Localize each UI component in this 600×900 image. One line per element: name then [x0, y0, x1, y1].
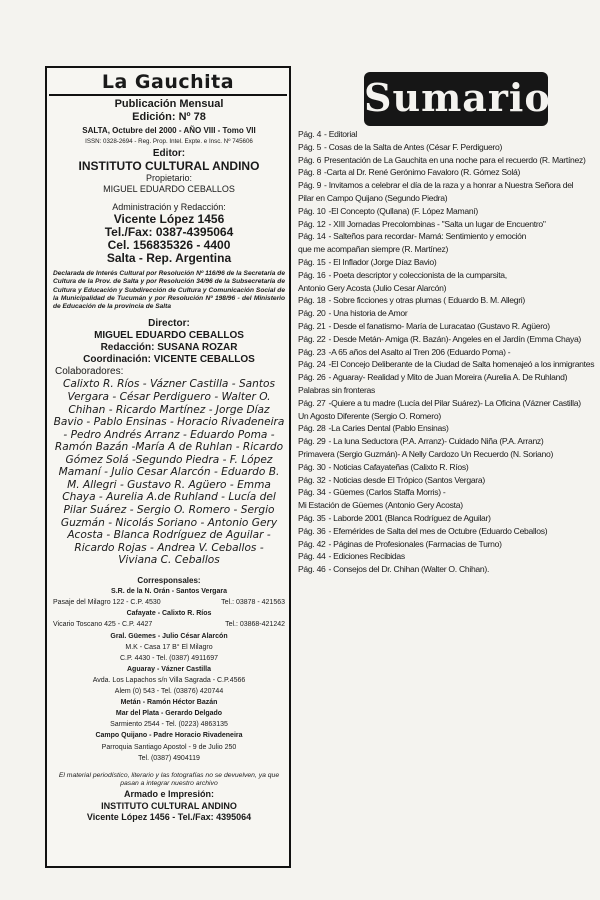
- toc-entry-text: - Páginas de Profesionales (Farmacias de Turno): [328, 538, 502, 549]
- admin-city: Salta - Rep. Argentina: [106, 251, 232, 265]
- correspondent-phone: Tel.: 03878 - 421563: [221, 599, 285, 607]
- director-label: Director:: [148, 318, 190, 330]
- correspondent-line: Cafayate - Calixto R. Ríos: [126, 610, 212, 618]
- toc-entry: [298, 486, 594, 499]
- toc-entry-text: que me acompañan siempre (R. Martínez): [298, 244, 449, 255]
- masthead-content: [53, 98, 285, 824]
- toc-entry: [298, 243, 594, 256]
- toc-entry: [298, 320, 594, 333]
- toc-entry: [298, 525, 594, 538]
- toc-page-number: Pág. 10: [298, 205, 326, 216]
- toc-page-number: Pág. 29: [298, 436, 326, 447]
- correspondents-list: [53, 586, 285, 764]
- toc-entry: [298, 333, 594, 346]
- collaborators-line: Chihan - Ricardo Martínez - Jorge Díaz: [68, 403, 270, 416]
- toc-page-number: Pág. 23: [298, 346, 326, 357]
- correspondent-address: Pasaje del Milagro 122 - C.P. 4530: [53, 599, 161, 607]
- correspondent-line: Aguaray - Vázner Castilla: [126, 665, 212, 673]
- toc-page-number: Pág. 20: [298, 308, 326, 319]
- editor-name: INSTITUTO CULTURAL ANDINO: [78, 158, 260, 173]
- editor-label: Editor:: [152, 147, 186, 159]
- toc-entry: [298, 461, 594, 474]
- collaborators-line: Vergara - César Perdiguero - Walter O.: [67, 391, 271, 404]
- toc-entry-text: Primavera (Sergio Guzmán)- A Nelly Cardozo Un Recuerdo (N. Soriano): [298, 448, 554, 459]
- toc-entry: [298, 154, 594, 167]
- toc-entry-text: -La Caries Dental (Pablo Ensinas): [328, 423, 449, 434]
- redaccion-line: Redacción: SUSANA ROZAR: [100, 342, 238, 354]
- collaborators-list: [53, 378, 285, 566]
- toc-entry-text: - Aguaray- Realidad y Mito de Juan Moreira (Aurelia A. De Ruhland): [328, 372, 568, 383]
- toc-entry: [298, 371, 594, 384]
- toc-entry-text: - Invitamos a celebrar el día de la raza y a honrar a Nuestra Señora del: [324, 180, 574, 191]
- toc-entry-text: - Una historia de Amor: [328, 308, 408, 319]
- toc-entry: [298, 256, 594, 269]
- correspondent-address-row: [53, 619, 285, 630]
- correspondent-line: S.R. de la N. Orán - Santos Vergara: [111, 588, 227, 596]
- toc-entry-text: Palabras sin fronteras: [298, 384, 375, 395]
- legal-declaration: Declarada de Interés Cultural por Resolución Nº 116/96 de la Secretaría de Cultura de la Prov. de Salta y por Resolución 34/96 de la Subsecretaría de Cultura y Educación y Subdirección de Cultura y Comunicación Social de la Municipalidad de Tucumán y por Resolución Nº 198/96 - del Ministerio de Educación de la provincia de Salta: [53, 270, 285, 311]
- toc-entry-text: -Carta al Dr. René Gerónimo Favaloro (R. Gómez Solá): [324, 167, 521, 178]
- correspondent-line: Campo Quijano - Padre Horacio Rivadeneira: [95, 732, 243, 740]
- toc-entry: [298, 384, 594, 397]
- toc-entry: [298, 269, 594, 282]
- disclaimer: El material periodístico, literario y las fotografías no se devuelven, ya que pasan a integrar nuestro archivo: [58, 771, 280, 787]
- toc-page-number: Pág. 24: [298, 359, 326, 370]
- toc-entry-text: Antonio Gery Acosta (Julio Cesar Alarcón): [298, 282, 447, 293]
- collaborators-line: - Pedro Andrés Arranz - Eduardo Poma -: [63, 428, 275, 441]
- owner-name: MIGUEL EDUARDO CEBALLOS: [103, 184, 235, 194]
- toc-page-number: Pág. 12: [298, 218, 326, 229]
- collaborators-line: Ramón Bazán -María A de Ruhlan - Ricardo: [54, 441, 284, 454]
- collaborators-line: Gómez Solá -Segundo Piedra - F. López: [65, 453, 273, 466]
- toc-entry-text: - Güemes (Carlos Staffa Morris) -: [328, 487, 446, 498]
- toc-entry: [298, 205, 594, 218]
- collaborators-line: Calixto R. Ríos - Vázner Castilla - Santos: [62, 378, 276, 391]
- correspondent-line: C.P. 4430 - Tel. (0387) 4911697: [119, 654, 219, 662]
- collaborators-line: Pilar Suárez - Sergio O. Romero - Sergio: [63, 503, 275, 516]
- correspondent-line: Tel. (0387) 4904119: [138, 754, 200, 762]
- toc-page-number: Pág. 22: [298, 333, 326, 344]
- collaborators-line: Mamaní - Julio Cesar Alarcón - Eduardo B.: [58, 466, 280, 479]
- toc-entry-text: - Salteños para recordar- Mamá: Sentimiento y emoción: [328, 231, 527, 242]
- masthead-box: [45, 66, 291, 868]
- toc-entry: [298, 435, 594, 448]
- toc-entry: [298, 294, 594, 307]
- toc-entry-text: -El Concepto (Qullana) (F. López Mamaní): [328, 205, 478, 216]
- toc-entry: [298, 563, 594, 576]
- admin-label: Administración y Redacción:: [112, 201, 226, 212]
- correspondent-address-row: [53, 597, 285, 608]
- toc-entry-text: Presentación de La Gauchita en una noche para el recuerdo (R. Martínez): [324, 154, 586, 165]
- admin-cel: Cel. 156835326 - 4400: [107, 238, 231, 252]
- toc-entry: [298, 128, 594, 141]
- toc-entry: [298, 499, 594, 512]
- toc-entry: [298, 141, 594, 154]
- toc-entry: [298, 218, 594, 231]
- toc-entry-text: - XIII Jornadas Precolombinas - "Salta un lugar de Encuentro": [328, 218, 546, 229]
- collaborators-line: Acosta - Blanca Rodríguez de Aguilar -: [67, 529, 271, 542]
- collaborators-line: M. Allegri - Gustavo R. Agüero - Emma: [67, 478, 271, 491]
- toc-page-number: Pág. 26: [298, 372, 326, 383]
- toc-page-number: Pág. 44: [298, 551, 326, 562]
- toc-entry: [298, 358, 594, 371]
- print-name: INSTITUTO CULTURAL ANDINO: [101, 800, 237, 811]
- correspondent-line: Metán - Ramón Héctor Bazán: [120, 699, 218, 707]
- toc-entry-text: - Laborde 2001 (Blanca Rodríguez de Aguilar): [328, 512, 491, 523]
- issn-line: ISSN: 0328-2694 - Reg. Prop. Intel. Expte. e Insc. Nº 745606: [85, 137, 253, 145]
- toc-page-number: Pág. 32: [298, 474, 326, 485]
- toc-entry: [298, 512, 594, 525]
- correspondent-line: M.K - Casa 17 B° El Milagro: [125, 643, 213, 651]
- toc-entry-text: Mi Estación de Güemes (Antonio Gery Acosta): [298, 500, 463, 511]
- toc-page-number: Pág. 21: [298, 320, 326, 331]
- toc-entry-text: - Sobre ficciones y otras plumas ( Eduardo B. M. Allegri): [328, 295, 525, 306]
- toc-page-number: Pág. 4: [298, 129, 322, 139]
- toc-entry-text: - Poeta descriptor y coleccionista de la cumparsita,: [328, 269, 507, 280]
- toc-entry-text: - Desde Metán- Amiga (R. Bazán)- Angeles en el Jardín (Emma Chaya): [328, 333, 581, 344]
- correspondent-line: Gral. Güemes - Julio César Alarcón: [110, 632, 228, 640]
- correspondent-address: Vicario Toscano 425 - C.P. 4427: [53, 621, 153, 629]
- owner-label: Propietario:: [145, 172, 193, 183]
- toc-entry: [298, 282, 594, 295]
- toc-entry: [298, 474, 594, 487]
- toc-entry: [298, 179, 594, 192]
- toc-entry-text: Pilar en Campo Quijano (Segundo Piedra): [298, 192, 448, 203]
- collaborators-line: Ricardo Rojas - Andrea V. Ceballos -: [74, 541, 264, 554]
- correspondent-line: Sarmiento 2544 - Tel. (0223) 4863135: [110, 721, 228, 729]
- toc-page-number: Pág. 16: [298, 269, 326, 280]
- toc-entry: [298, 410, 594, 423]
- toc-entry-text: - Noticias desde El Trópico (Santos Vergara): [328, 474, 485, 485]
- toc-page-number: Pág. 46: [298, 564, 326, 575]
- toc-page-number: Pág. 6: [298, 154, 322, 165]
- date-line: SALTA, Octubre del 2000 - AÑO VIII - Tomo VII: [82, 126, 256, 135]
- toc-entry-text: Un Agosto Diferente (Sergio O. Romero): [298, 410, 441, 421]
- director-name: MIGUEL EDUARDO CEBALLOS: [94, 330, 244, 342]
- print-label: Armado e Impresión:: [123, 789, 215, 800]
- coordinacion-line: Coordinación: VICENTE CEBALLOS: [83, 354, 255, 366]
- toc-entry: [298, 192, 594, 205]
- toc-page-number: Pág. 34: [298, 487, 326, 498]
- correspondent-phone: Tel.: 03868-421242: [225, 621, 285, 629]
- correspondent-line: Mar del Plata - Gerardo Delgado: [115, 710, 223, 718]
- toc-page-number: Pág. 36: [298, 525, 326, 536]
- toc-entry: [298, 307, 594, 320]
- toc-entry-text: - Noticias Cafayateñas (Calixto R. Ríos): [328, 461, 469, 472]
- toc-entry: [298, 230, 594, 243]
- toc-entry-text: - Consejos del Dr. Chihan (Walter O. Chihan).: [328, 564, 490, 575]
- toc-entry-text: -Quiere a tu madre (Lucía del Pilar Suárez)- La Oficina (Vázner Castilla): [328, 397, 581, 408]
- toc-entry-text: -El Concejo Deliberante de la Ciudad de Salta homenajeó a los inmigrantes: [328, 359, 595, 370]
- toc-page-number: Pág. 42: [298, 538, 326, 549]
- toc-entry: [298, 550, 594, 563]
- correspondent-line: Alem (0) 543 - Tel. (03876) 420744: [114, 688, 224, 696]
- edition-number: Edición: Nº 78: [132, 111, 206, 123]
- correspondent-line: Avda. Los Lapachos s/n Villa Sagrada - C.P.4566: [92, 676, 246, 684]
- correspondents-label: Corresponsales:: [137, 575, 201, 585]
- print-address: Vicente López 1456 - Tel./Fax: 4395064: [86, 812, 252, 823]
- toc-entry-text: - Editorial: [324, 129, 358, 139]
- correspondent-line: Parroquia Santiago Apostol - 9 de Julio 250: [101, 743, 237, 751]
- toc-page-number: Pág. 27: [298, 397, 326, 408]
- toc-entry-text: - La luna Seductora (P.A. Arranz)- Cuidado Niña (P.A. Arranz): [328, 436, 544, 447]
- collaborators-label: Colaboradores:: [55, 366, 124, 378]
- collaborators-line: Chaya - Aurelia A.de Ruhland - Lucía del: [62, 491, 276, 504]
- toc-entry: [298, 397, 594, 410]
- toc-page-number: Pág. 5: [298, 141, 322, 152]
- sumario-heading-box: [364, 72, 551, 126]
- toc-entry: [298, 422, 594, 435]
- toc-entry: [298, 166, 594, 179]
- table-of-contents: [298, 128, 594, 576]
- publication-frequency: Publicación Mensual: [114, 98, 224, 110]
- toc-entry-text: -A 65 años del Asalto al Tren 206 (Eduardo Poma) -: [328, 346, 511, 357]
- magazine-title: La Gauchita: [49, 70, 287, 96]
- toc-entry-text: - Efemérides de Salta del mes de Octubre (Eduardo Ceballos): [328, 525, 548, 536]
- toc-entry: [298, 346, 594, 359]
- collaborators-line: Bavio - Pablo Ensinas - Horacio Rivadeneira: [53, 416, 285, 429]
- toc-entry-text: - El Inflador (Jorge Díaz Bavio): [328, 256, 437, 267]
- toc-page-number: Pág. 18: [298, 295, 326, 306]
- admin-telfax: Tel./Fax: 0387-4395064: [104, 225, 234, 239]
- collaborators-line: Viviana C. Ceballos: [118, 554, 220, 567]
- sumario-heading: Sumario: [364, 75, 551, 120]
- toc-page-number: Pág. 9: [298, 180, 322, 191]
- toc-entry-text: - Ediciones Recibidas: [328, 551, 405, 562]
- toc-page-number: Pág. 15: [298, 256, 326, 267]
- toc-entry-text: - Desde el fanatismo- María de Luracatao (Gustavo R. Agüero): [328, 320, 550, 331]
- toc-page-number: Pág. 35: [298, 512, 326, 523]
- toc-page-number: Pág. 14: [298, 231, 326, 242]
- toc-entry: [298, 538, 594, 551]
- toc-entry: [298, 448, 594, 461]
- toc-page-number: Pág. 28: [298, 423, 326, 434]
- toc-page-number: Pág. 30: [298, 461, 326, 472]
- admin-address: Vicente López 1456: [113, 212, 225, 226]
- toc-page-number: Pág. 8: [298, 167, 322, 178]
- collaborators-line: Guzmán - Nicolás Soriano - Antonio Gery: [60, 516, 278, 529]
- toc-entry-text: - Cosas de la Salta de Antes (César F. Perdiguero): [324, 141, 503, 152]
